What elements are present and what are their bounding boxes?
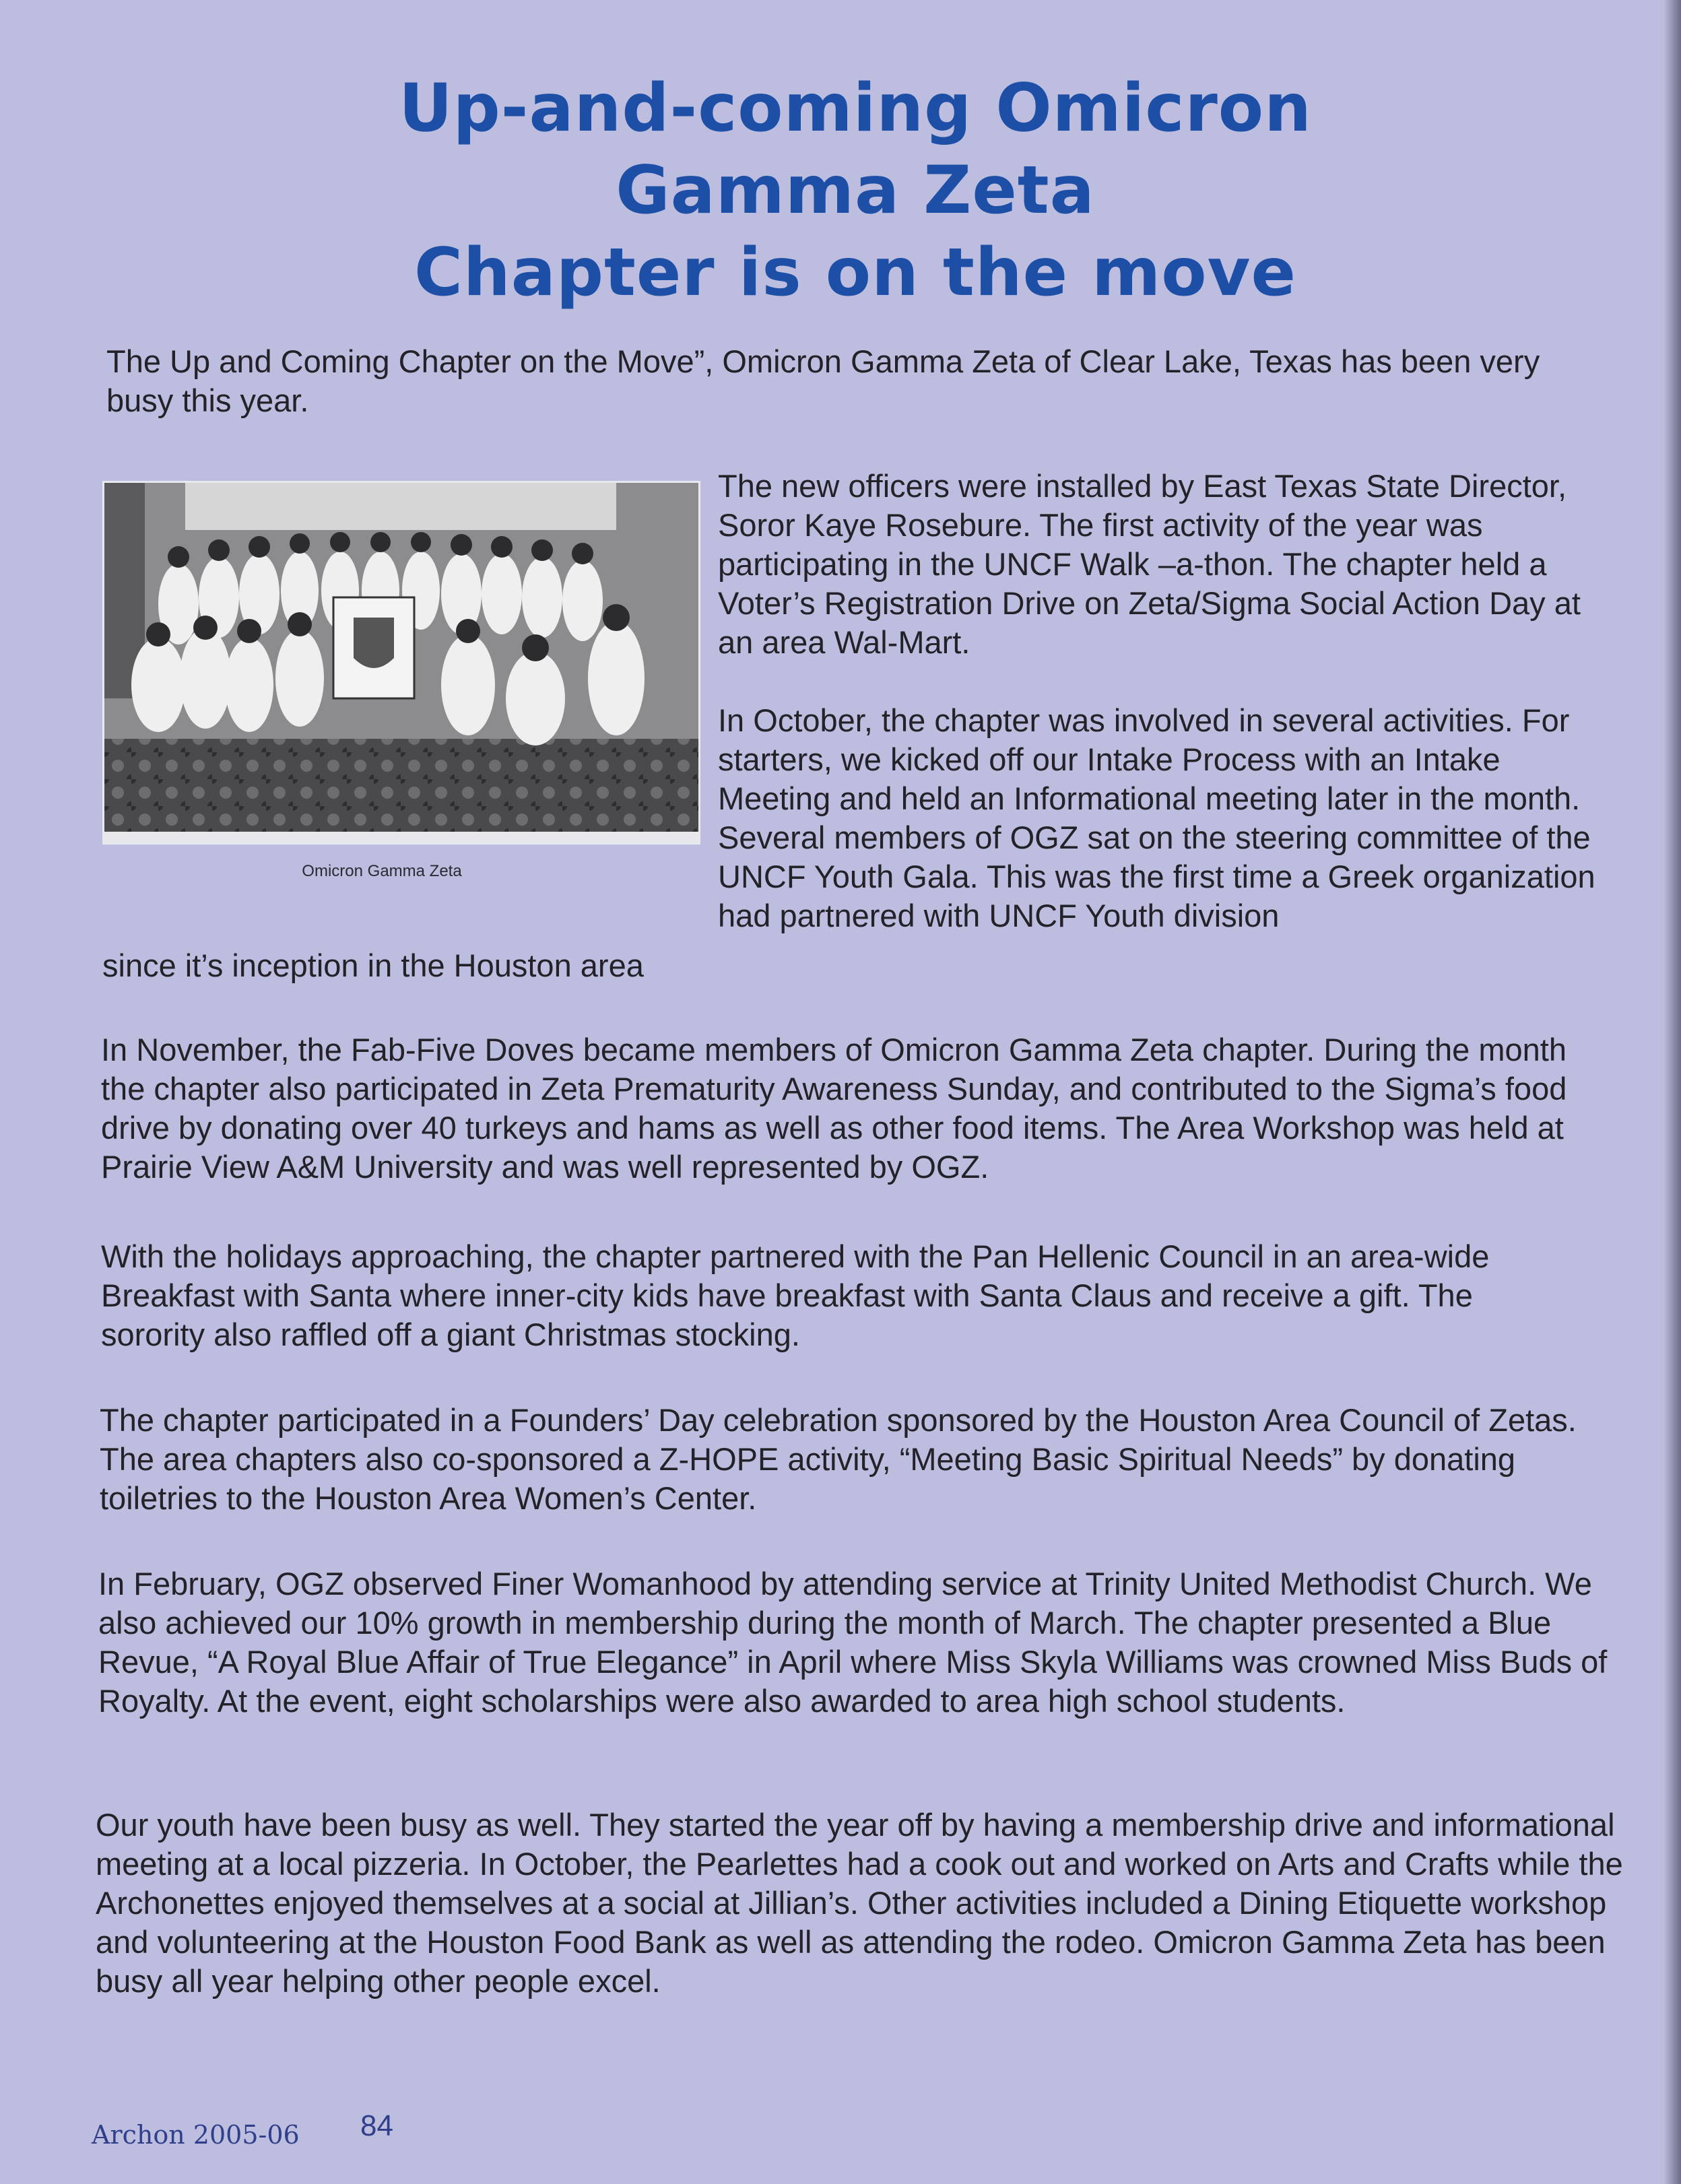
right-column <box>718 467 1607 935</box>
paragraph-november: In November, the Fab-Five Doves became members of Omicron Gamma Zeta chapter. During the month the chapter also participated in Zeta Prematurity Awareness Sunday, and contributed to the Sigma’s food drive by donating over 40 turkeys and hams as well as other food items. The Area Workshop was held at Prairie View A&M University and was well represented by OGZ. <box>101 1032 1567 1185</box>
footer-page-number: 84 <box>360 2109 393 2142</box>
paragraph-youth: Our youth have been busy as well. They started the year off by having a membership drive and informational meeting at a local pizzeria. In October, the Pearlettes had a cook out and worked on Arts and Crafts while the Archonettes enjoyed themselves at a social at Jillian’s. Other activities included a Dining Etiquette workshop and volunteering at the Houston Food Bank as well as attending the rodeo. Omicron Gamma Zeta has been busy all year helping other people excel. <box>96 1807 1623 1999</box>
title-line: Gamma Zeta <box>616 152 1095 229</box>
paragraph-february: In February, OGZ observed Finer Womanhood by attending service at Trinity United Methodist Church. We also achieved our 10% growth in membership during the month of March. The chapter presented a Blue Revue, “A Royal Blue Affair of True Elegance” in April where Miss Skyla Williams was crowned Miss Buds of Royalty. At the event, eight scholarships were also awarded to area high school students. <box>98 1566 1608 1719</box>
group-photo <box>102 481 700 845</box>
page-edge-shadow <box>1663 0 1681 2184</box>
paragraph-october: In October, the chapter was involved in several activities. For starters, we kicked off our Intake Process with an Intake Meeting and held an Informational meeting later in the month. Several members of OGZ sat on the steering committee of the UNCF Youth Gala. This was the first time a Greek organization had partnered with UNCF Youth division <box>718 702 1595 933</box>
footer-publication: Archon 2005-06 <box>92 2120 300 2150</box>
paragraph-continuation: since it’s inception in the Houston area <box>102 948 644 983</box>
paragraph-founders-day: The chapter participated in a Founders’ Day celebration sponsored by the Houston Area Council of Zetas. The area chapters also co-sponsored a Z-HOPE activity, “Meeting Basic Spiritual Needs” by donating toiletries to the Houston Area Women’s Center. <box>100 1402 1577 1516</box>
article-title <box>283 67 1428 314</box>
title-line: Chapter is on the move <box>414 234 1296 311</box>
photo-caption: Omicron Gamma Zeta <box>302 862 462 880</box>
paragraph-officers: The new officers were installed by East Texas State Director, Soror Kaye Rosebure. The first activity of the year was participating in the UNCF Walk –a-thon. The chapter held a Voter’s Registration Drive on Zeta/Sigma Social Action Day at an area Wal-Mart. <box>718 468 1581 660</box>
intro-paragraph: The Up and Coming Chapter on the Move”, Omicron Gamma Zeta of Clear Lake, Texas has been very busy this year. <box>106 343 1540 418</box>
title-line: Up-and-coming Omicron <box>399 70 1312 147</box>
paragraph-holidays: With the holidays approaching, the chapter partnered with the Pan Hellenic Council in an area-wide Breakfast with Santa where inner-city kids have breakfast with Santa Claus and receive a gift. The sorority also raffled off a giant Christmas stocking. <box>101 1238 1490 1352</box>
